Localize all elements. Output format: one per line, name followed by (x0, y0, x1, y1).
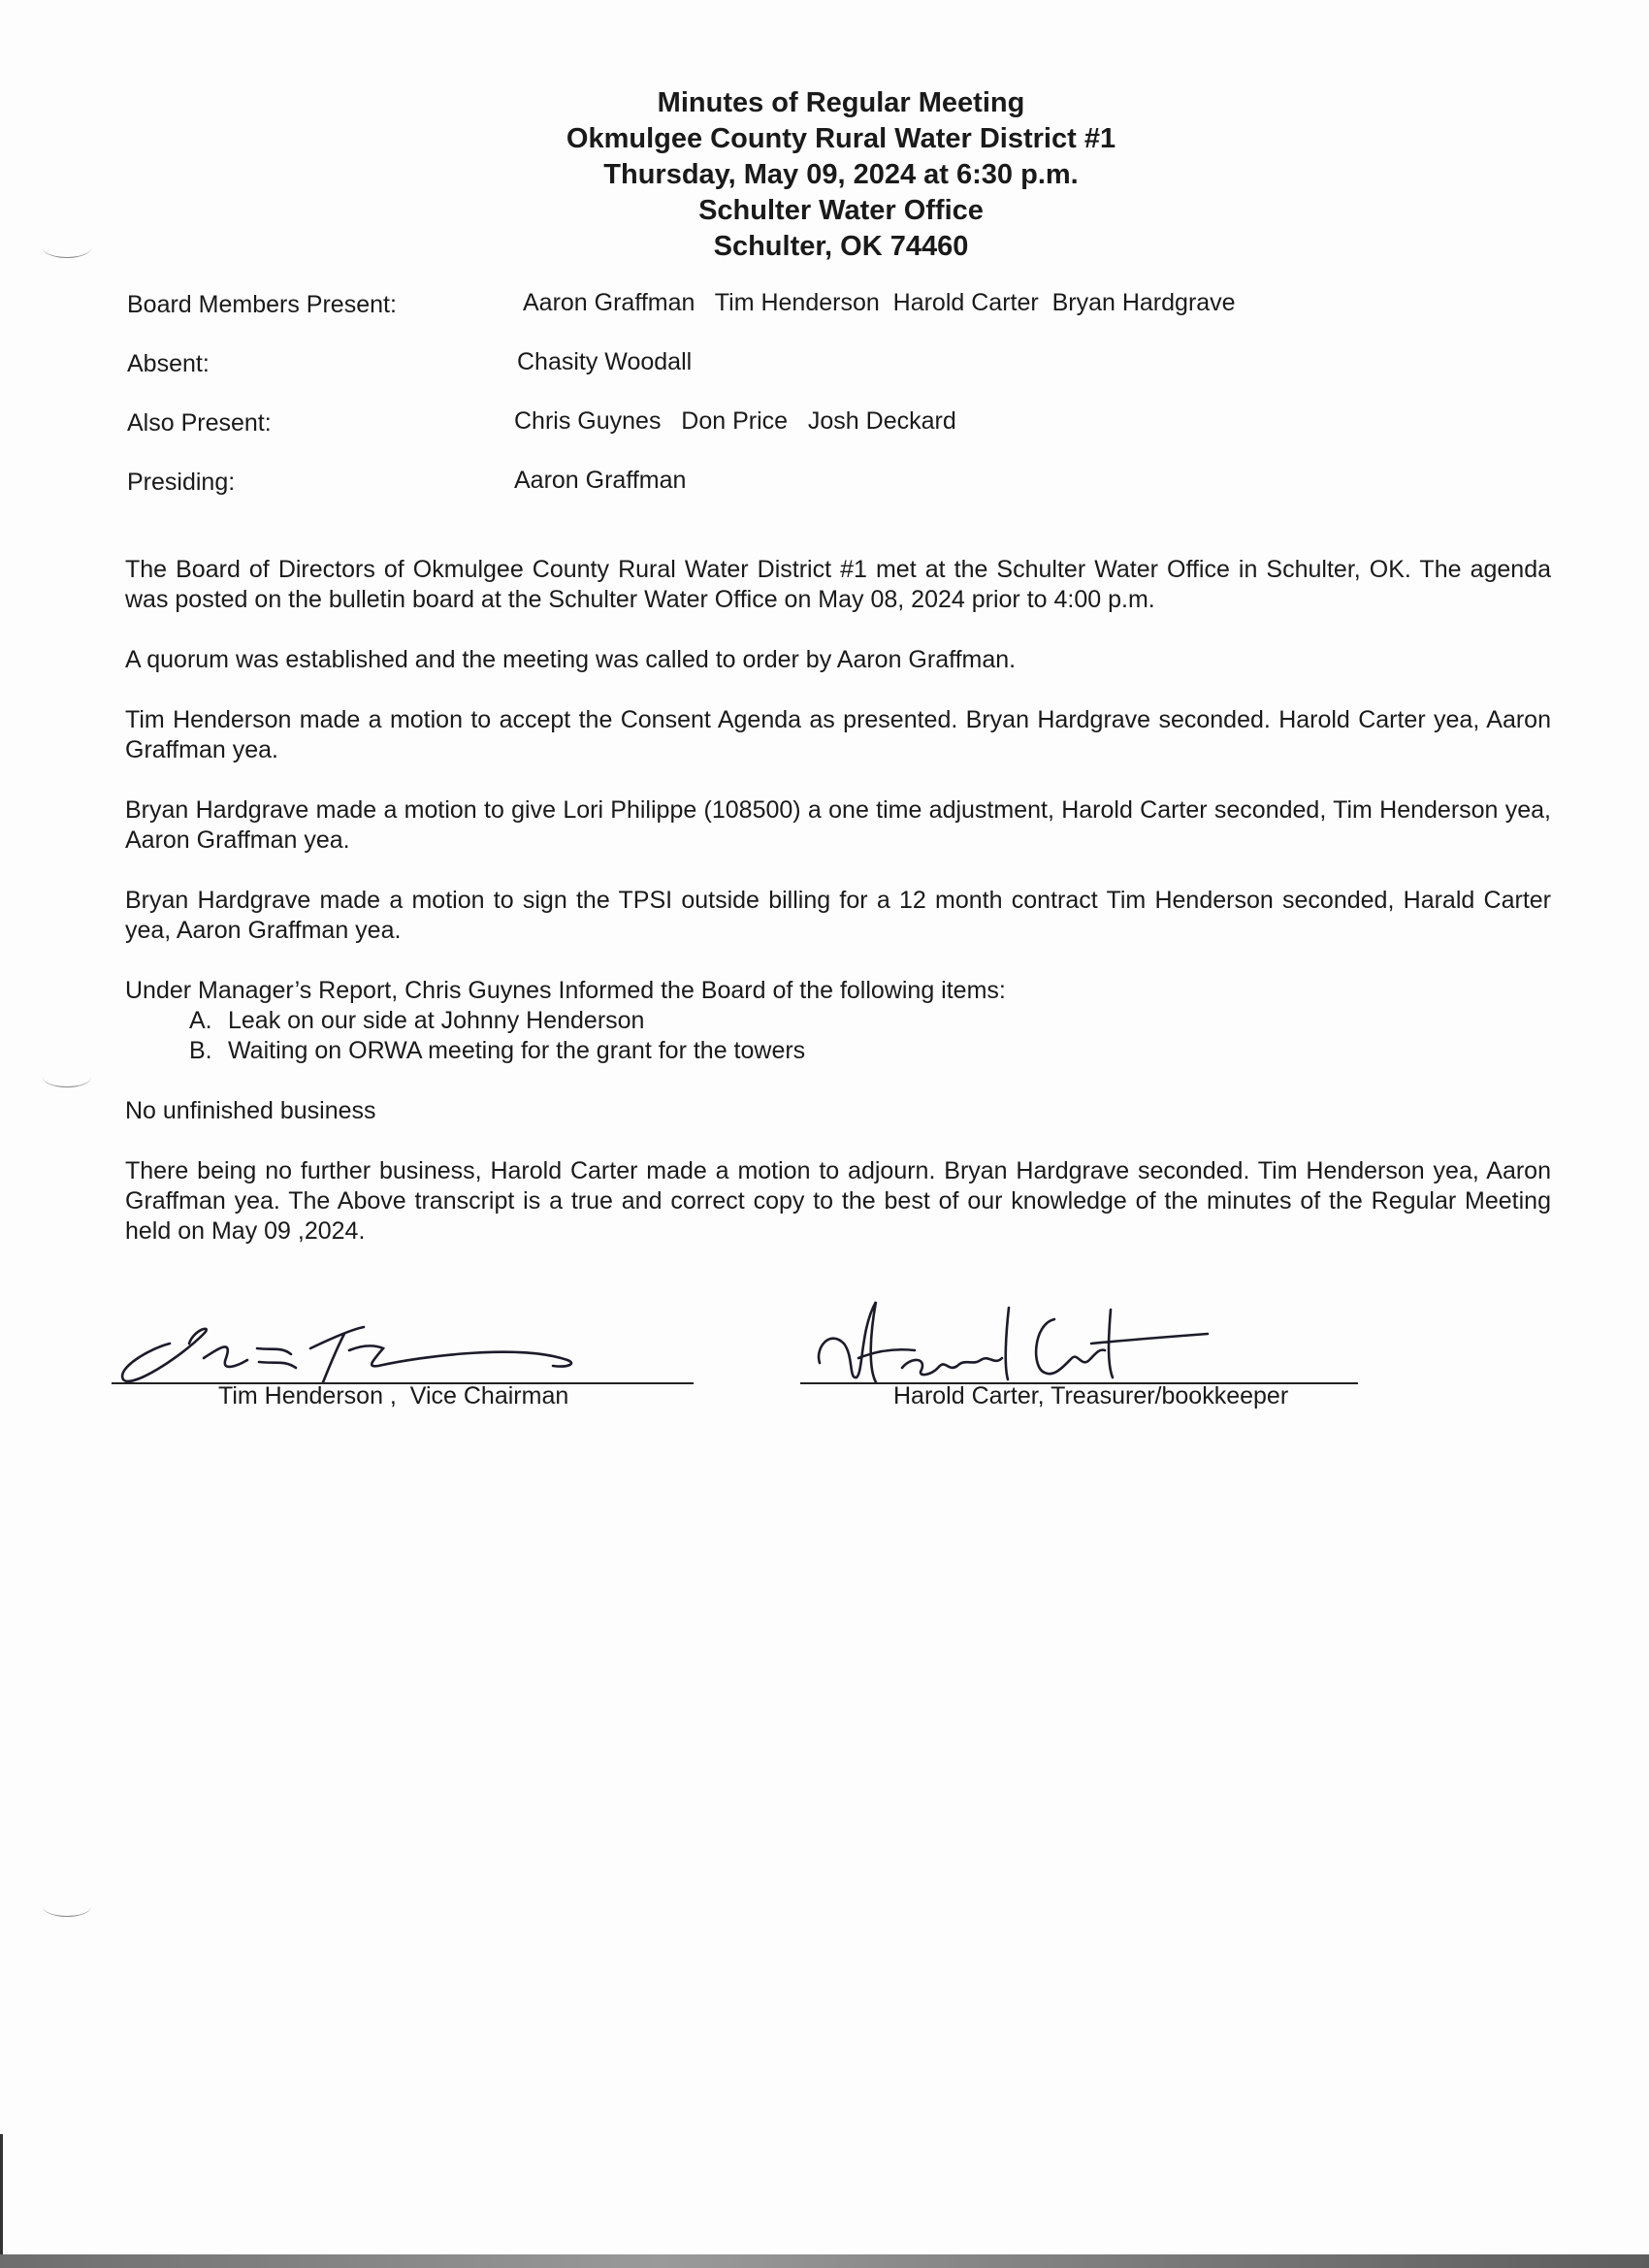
meeting-location: Schulter Water Office (698, 195, 984, 226)
meeting-address: Schulter, OK 74460 (713, 231, 969, 262)
attendance-label: Presiding: (127, 469, 236, 496)
attendance-list (127, 291, 1485, 528)
attendance-value: Chasity Woodall (517, 348, 693, 375)
punch-hole-mark (43, 1067, 91, 1087)
attendance-row (127, 469, 1485, 528)
handwritten-signature-icon (800, 1290, 1358, 1397)
minutes-body (125, 555, 1551, 1277)
attendance-row (127, 409, 1485, 469)
motion-paragraph: Tim Henderson made a motion to accept the Consent Agenda as presented. Bryan Hardgrave seconded. Harold Carter yea, Aaron Graffman yea. (125, 706, 1551, 763)
attendance-label: Absent: (127, 350, 210, 377)
organization-name: Okmulgee County Rural Water District #1 (566, 123, 1116, 154)
attendance-label: Also Present: (127, 409, 272, 437)
attendance-row (127, 350, 1485, 409)
scan-edge-mark (0, 2134, 3, 2260)
signature-caption: Harold Carter, Treasurer/bookkeeper (893, 1382, 1289, 1409)
adjournment-paragraph: There being no further business, Harold Carter made a motion to adjourn. Bryan Hardgrave seconded. Tim Henderson yea, Aaron Graffman yea. The Above transcript is a true and correct copy to the best of our knowledge of the minutes of the Regular Meeting held on May 09 ,2024. (125, 1157, 1551, 1245)
scan-border (0, 2254, 1649, 2268)
attendance-label: Board Members Present: (127, 291, 397, 318)
list-marker: A. (189, 1007, 212, 1034)
attendance-row (127, 291, 1485, 350)
meeting-date: Thursday, May 09, 2024 at 6:30 p.m. (603, 159, 1079, 190)
list-item (189, 1036, 1551, 1066)
attendance-value: Aaron Graffman Tim Henderson Harold Carter Bryan Hardgrave (523, 289, 1236, 316)
list-item-text: Leak on our side at Johnny Henderson (228, 1007, 645, 1034)
document-title (0, 85, 1649, 265)
motion-paragraph: Bryan Hardgrave made a motion to give Lori Philippe (108500) a one time adjustment, Harold Carter seconded, Tim Henderson yea, Aaron Graffman yea. (125, 796, 1551, 854)
manager-report-items (189, 1006, 1551, 1066)
list-item-text: Waiting on ORWA meeting for the grant for the towers (228, 1037, 806, 1064)
signature-caption: Tim Henderson , Vice Chairman (218, 1382, 569, 1409)
list-item (189, 1006, 1551, 1036)
motion-paragraph: Bryan Hardgrave made a motion to sign the TPSI outside billing for a 12 month contract Tim Henderson seconded, Harald Carter yea, Aaron Graffman yea. (125, 887, 1551, 944)
quorum-paragraph: A quorum was established and the meeting was called to order by Aaron Graffman. (125, 646, 1017, 673)
meeting-paragraph: The Board of Directors of Okmulgee County Rural Water District #1 met at the Schulter Water Office in Schulter, OK. The agenda was posted on the bulletin board at the Schulter Water Office on May 08, 2024 prior to 4:00 p.m. (125, 556, 1551, 613)
punch-hole-mark (43, 1896, 91, 1917)
manager-report-intro: Under Manager’s Report, Chris Guynes Informed the Board of the following items: (125, 977, 1006, 1004)
attendance-value: Chris Guynes Don Price Josh Deckard (514, 407, 956, 435)
handwritten-signature-icon (112, 1290, 694, 1397)
unfinished-business: No unfinished business (125, 1097, 376, 1124)
attendance-value: Aaron Graffman (514, 467, 687, 494)
title-line: Minutes of Regular Meeting (657, 87, 1025, 118)
list-marker: B. (189, 1037, 212, 1064)
